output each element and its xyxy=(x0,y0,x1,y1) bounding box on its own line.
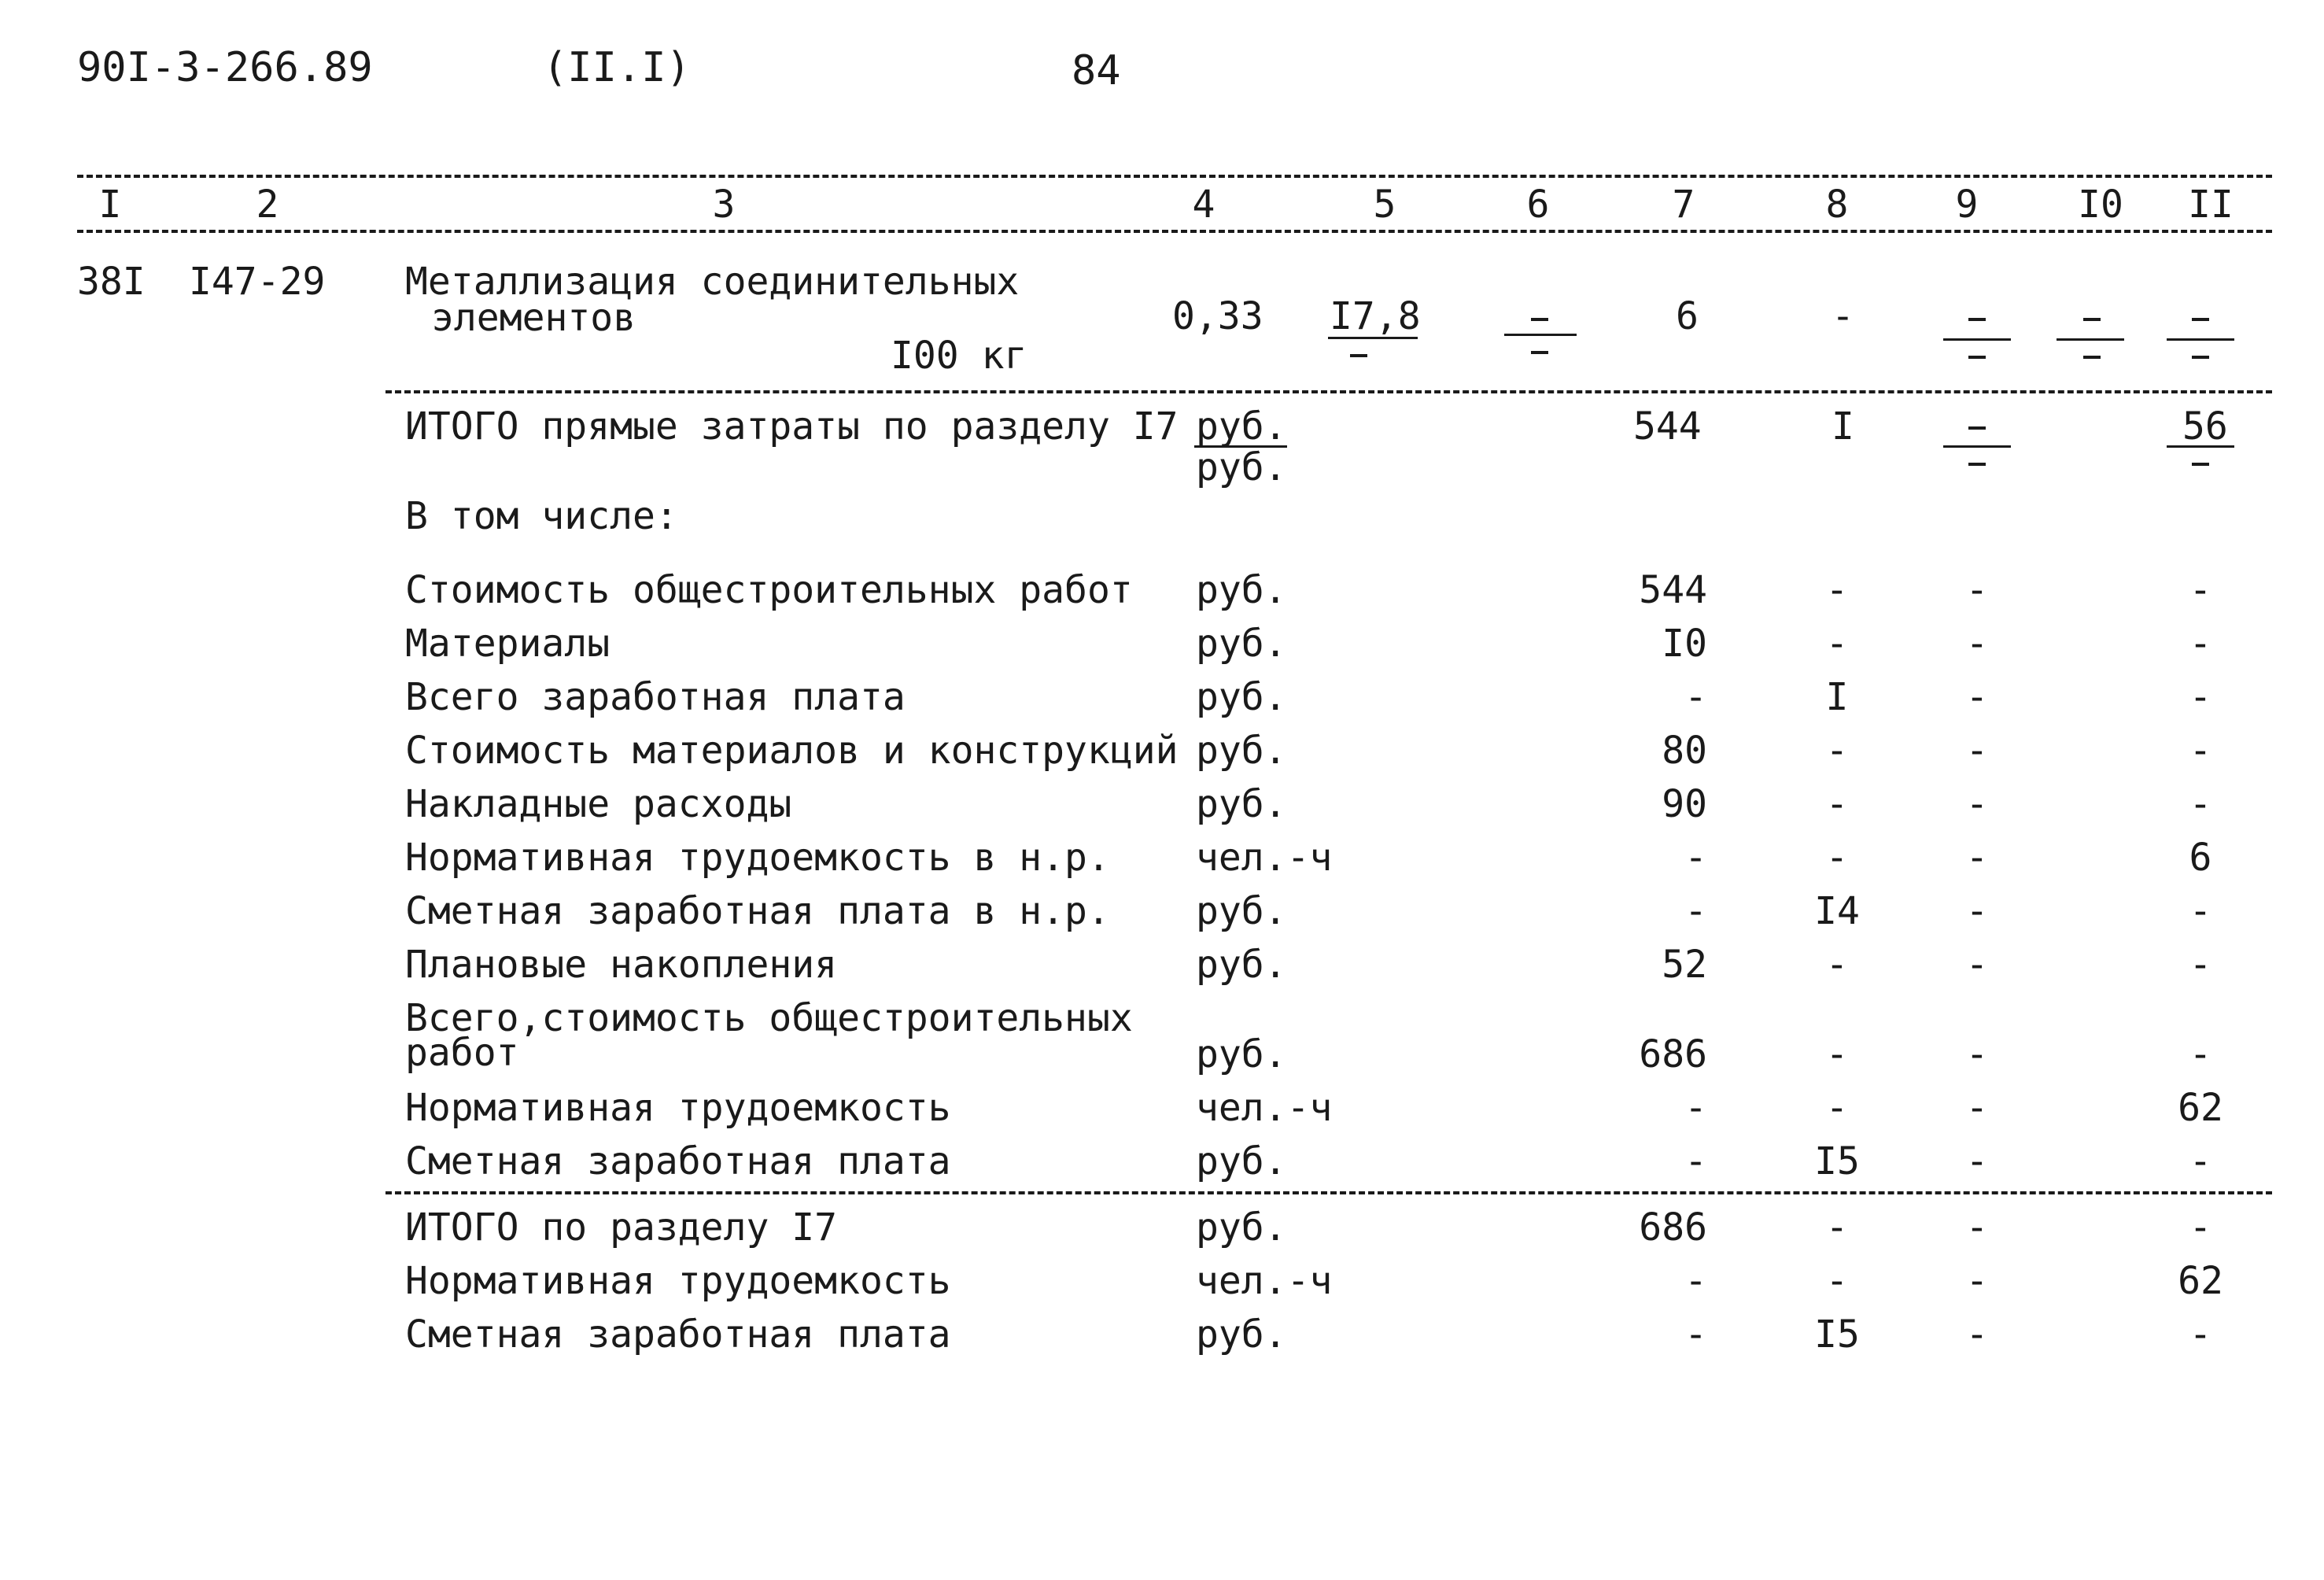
item-col10-bottom-dash xyxy=(2083,356,2101,359)
row-col11: - xyxy=(2189,782,2212,826)
header-top-rule xyxy=(77,175,2272,178)
subtotal-col8: I xyxy=(1832,404,1854,449)
row-unit: руб. xyxy=(1196,782,1287,826)
item-unit: I00 кг xyxy=(891,334,1027,378)
row-label: Стоимость общестроительных работ xyxy=(405,568,1133,612)
row-label: Материалы xyxy=(405,622,611,666)
row-unit: руб. xyxy=(1196,729,1287,773)
row-unit: чел.-ч xyxy=(1196,1086,1333,1130)
row-col11: - xyxy=(2189,889,2212,933)
subtotal-col9-fraction-line xyxy=(1943,445,2011,448)
row-col11: - xyxy=(2189,622,2212,666)
row-col8: - xyxy=(1825,782,1849,826)
row-col9: - xyxy=(1965,1139,1989,1183)
row-col7: 52 xyxy=(1662,943,1707,987)
column-header-1: I xyxy=(98,183,122,227)
row-unit: руб. xyxy=(1196,889,1287,933)
subtotal-col9-bottom-dash xyxy=(1968,463,1986,466)
item-col10-fraction-line xyxy=(2057,338,2124,341)
subtotal-label: ИТОГО прямые затраты по разделу I7 xyxy=(405,404,1179,449)
row-unit: руб. xyxy=(1196,1032,1287,1076)
row-col9: - xyxy=(1965,1086,1989,1130)
row-unit: руб. xyxy=(1196,1139,1287,1183)
row-col11: - xyxy=(2189,675,2212,719)
column-header-10: I0 xyxy=(2078,183,2123,227)
item-col9-bottom-dash xyxy=(1968,356,1986,359)
row-unit: руб. xyxy=(1196,943,1287,987)
row-col7: I0 xyxy=(1662,622,1707,666)
row-label: Накладные расходы xyxy=(405,782,792,826)
row-unit: руб. xyxy=(1196,675,1287,719)
row-col9: - xyxy=(1965,568,1989,612)
section-number: (II.I) xyxy=(543,44,691,91)
row-col9: - xyxy=(1965,836,1989,880)
row-col9: - xyxy=(1965,889,1989,933)
item-col11-fraction-line xyxy=(2167,338,2234,341)
row-col7: 90 xyxy=(1662,782,1707,826)
item-code: I47-29 xyxy=(189,260,326,304)
document-code: 90I-3-266.89 xyxy=(77,44,373,91)
row-label-line2: работ xyxy=(405,1031,519,1075)
row-col9: - xyxy=(1965,1032,1989,1076)
row-col9: - xyxy=(1965,1205,1989,1250)
row-unit: руб. xyxy=(1196,1205,1287,1250)
column-header-5: 5 xyxy=(1373,183,1396,227)
column-header-3: 3 xyxy=(712,183,736,227)
page-number: 84 xyxy=(1072,47,1121,94)
row-unit: чел.-ч xyxy=(1196,836,1333,880)
row-col8: - xyxy=(1825,943,1849,987)
row-col7: - xyxy=(1684,1259,1707,1303)
row-col9: - xyxy=(1965,1259,1989,1303)
row-col8: I4 xyxy=(1814,889,1860,933)
column-header-6: 6 xyxy=(1526,183,1550,227)
row-col7: - xyxy=(1684,889,1707,933)
row-col8: - xyxy=(1825,1205,1849,1250)
row-label: Нормативная трудоемкость xyxy=(405,1086,951,1130)
row-col8: I5 xyxy=(1814,1139,1860,1183)
row-label: Нормативная трудоемкость xyxy=(405,1259,951,1303)
row-col11: 62 xyxy=(2178,1259,2223,1303)
row-col7: 544 xyxy=(1639,568,1707,612)
subtotal-separator xyxy=(385,390,2272,393)
row-label: Сметная заработная плата xyxy=(405,1139,951,1183)
item-price-underline xyxy=(1328,337,1418,339)
subtotal-col11: 56 xyxy=(2182,404,2228,449)
subtotal-col11-fraction-line xyxy=(2167,445,2234,448)
header-bottom-rule xyxy=(77,230,2272,233)
row-col8: - xyxy=(1825,1032,1849,1076)
item-price-dash xyxy=(1350,354,1367,357)
item-name-line1: Металлизация соединительных xyxy=(405,260,1020,304)
item-quantity: 0,33 xyxy=(1172,294,1263,338)
item-col6-top-dash xyxy=(1531,318,1548,321)
row-label: Сметная заработная плата xyxy=(405,1312,951,1357)
column-header-8: 8 xyxy=(1825,183,1849,227)
item-col11-bottom-dash xyxy=(2192,356,2209,359)
item-price: I7,8 xyxy=(1330,294,1421,338)
row-col8: I5 xyxy=(1814,1312,1860,1357)
item-col9-fraction-line xyxy=(1943,338,2011,341)
row-label: ИТОГО по разделу I7 xyxy=(405,1205,838,1250)
row-col8: I xyxy=(1825,675,1849,719)
item-col7: 6 xyxy=(1676,294,1699,338)
row-col8: - xyxy=(1825,836,1849,880)
column-header-7: 7 xyxy=(1672,183,1695,227)
row-col8: - xyxy=(1825,1086,1849,1130)
row-label: Сметная заработная плата в н.р. xyxy=(405,889,1110,933)
item-col11-top-dash xyxy=(2192,318,2209,321)
row-col8: - xyxy=(1825,729,1849,773)
row-col7: - xyxy=(1684,1312,1707,1357)
item-col6-bottom-dash xyxy=(1531,351,1548,354)
row-col8: - xyxy=(1825,622,1849,666)
row-col11: 62 xyxy=(2178,1086,2223,1130)
item-col9-top-dash xyxy=(1968,318,1986,321)
row-label: Плановые накопления xyxy=(405,943,838,987)
row-col9: - xyxy=(1965,1312,1989,1357)
column-header-9: 9 xyxy=(1955,183,1979,227)
section-total-separator xyxy=(385,1191,2272,1194)
row-col11: - xyxy=(2189,1205,2212,1250)
row-col9: - xyxy=(1965,675,1989,719)
subtotal-unit-top: руб. xyxy=(1196,404,1287,449)
row-col7: - xyxy=(1684,1139,1707,1183)
row-col11: - xyxy=(2189,729,2212,773)
including-label: В том числе: xyxy=(405,494,678,538)
row-col9: - xyxy=(1965,943,1989,987)
row-col7: - xyxy=(1684,675,1707,719)
row-unit: чел.-ч xyxy=(1196,1259,1333,1303)
row-label: Всего заработная плата xyxy=(405,675,906,719)
subtotal-col9-top-dash xyxy=(1968,426,1986,430)
subtotal-unit-bottom: руб. xyxy=(1196,445,1287,489)
column-header-2: 2 xyxy=(256,183,279,227)
row-col11: - xyxy=(2189,1032,2212,1076)
row-col11: - xyxy=(2189,943,2212,987)
row-col7: 80 xyxy=(1662,729,1707,773)
subtotal-col11-bottom-dash xyxy=(2192,463,2209,466)
item-col6-fraction-line xyxy=(1504,334,1577,336)
row-col11: - xyxy=(2189,568,2212,612)
row-col9: - xyxy=(1965,729,1989,773)
row-col7: - xyxy=(1684,836,1707,880)
row-col11: - xyxy=(2189,1139,2212,1183)
row-label-line1: Всего,стоимость общестроительных xyxy=(405,996,1133,1040)
subtotal-col7: 544 xyxy=(1633,404,1702,449)
column-header-11: II xyxy=(2188,183,2234,227)
row-col8: - xyxy=(1825,568,1849,612)
row-col8: - xyxy=(1825,1259,1849,1303)
row-col9: - xyxy=(1965,782,1989,826)
item-name-line2: элементов xyxy=(431,296,636,340)
row-col11: - xyxy=(2189,1312,2212,1357)
row-col7: 686 xyxy=(1639,1205,1707,1250)
column-header-4: 4 xyxy=(1192,183,1215,227)
row-unit: руб. xyxy=(1196,568,1287,612)
row-unit: руб. xyxy=(1196,622,1287,666)
row-label: Стоимость материалов и конструкций xyxy=(405,729,1179,773)
row-col11: 6 xyxy=(2189,836,2212,880)
row-unit: руб. xyxy=(1196,1312,1287,1357)
row-label: Нормативная трудоемкость в н.р. xyxy=(405,836,1110,880)
row-col7: 686 xyxy=(1639,1032,1707,1076)
item-col8: - xyxy=(1832,294,1854,338)
row-col7: - xyxy=(1684,1086,1707,1130)
row-col9: - xyxy=(1965,622,1989,666)
item-col10-top-dash xyxy=(2083,318,2101,321)
item-number: 38I xyxy=(77,260,146,304)
